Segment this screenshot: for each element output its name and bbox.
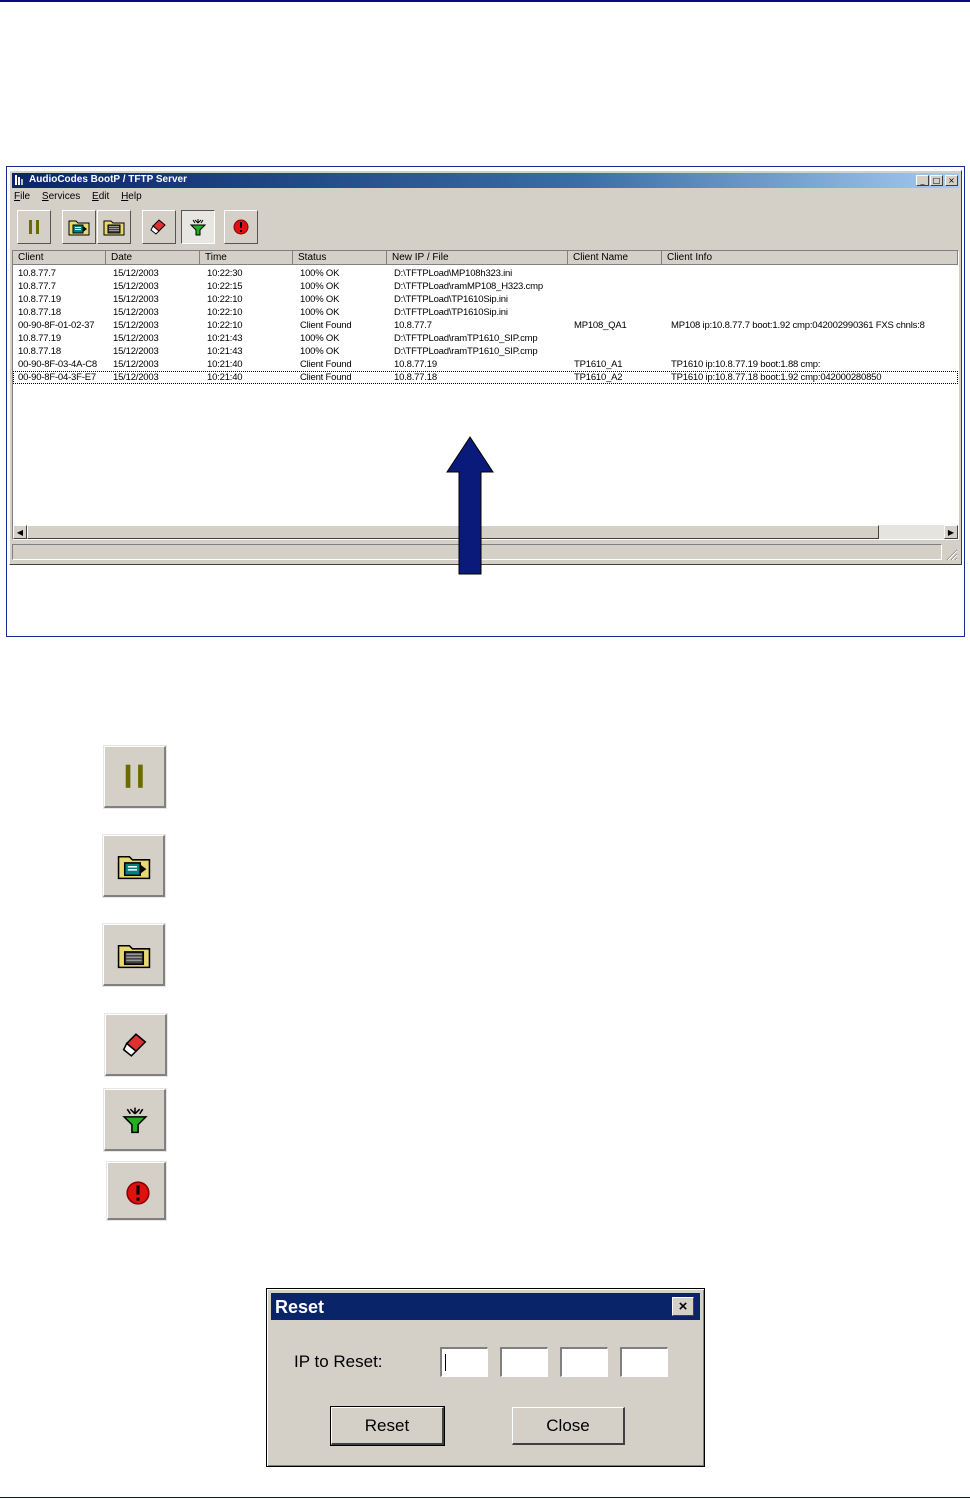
ip-octet-4-input[interactable]	[620, 1347, 668, 1377]
legend-clear-log-button	[105, 1014, 167, 1076]
cell-client-info: TP1610 ip:10.8.77.19 boot:1.88 cmp:	[671, 359, 821, 370]
filter-clients-button[interactable]	[181, 210, 215, 244]
cell-date: 15/12/2003	[113, 372, 159, 383]
scroll-left-button[interactable]: ◀	[13, 525, 27, 539]
cell-new-ip-file: D:\TFTPLoad\TP1610Sip.ini	[394, 294, 508, 305]
cell-status: 100% OK	[300, 268, 340, 279]
ip-octet-1-input[interactable]	[440, 1347, 488, 1377]
app-icon	[14, 174, 26, 186]
edit-clients-icon	[117, 849, 151, 883]
dialog-close-text-button[interactable]: Close	[512, 1407, 625, 1445]
pause-button[interactable]	[17, 210, 51, 244]
cell-client: 10.8.77.18	[18, 346, 61, 357]
cell-client-name: MP108_QA1	[574, 320, 627, 331]
cell-new-ip-file: 10.8.77.19	[394, 359, 437, 370]
pause-icon	[118, 760, 152, 794]
col-new-ip-file[interactable]: New IP / File	[387, 251, 568, 265]
dialog-close-button[interactable]: ×	[672, 1297, 694, 1316]
filter-clients-icon	[187, 216, 209, 238]
reset-icon	[230, 216, 252, 238]
cell-status: Client Found	[300, 320, 352, 331]
table-row[interactable]	[13, 371, 958, 384]
dialog-reset-button[interactable]: Reset	[331, 1407, 444, 1445]
menu-help[interactable]: Help	[121, 191, 142, 202]
cell-status: 100% OK	[300, 333, 340, 344]
cell-new-ip-file: D:\TFTPLoad\ramTP1610_SIP.cmp	[394, 333, 538, 344]
close-window-button[interactable]: ×	[945, 175, 958, 186]
cell-time: 10:21:40	[207, 372, 243, 383]
col-date[interactable]: Date	[106, 251, 200, 265]
cell-new-ip-file: D:\TFTPLoad\ramMP108_H323.cmp	[394, 281, 543, 292]
legend-pause-button	[104, 746, 166, 808]
cell-client: 00-90-8F-04-3F-E7	[18, 372, 96, 383]
cell-new-ip-file: 10.8.77.18	[394, 372, 437, 383]
pause-icon	[23, 216, 45, 238]
col-client[interactable]: Client	[13, 251, 106, 265]
menu-edit[interactable]: Edit	[92, 191, 110, 202]
cell-client: 10.8.77.19	[18, 294, 61, 305]
table-row[interactable]	[13, 319, 958, 332]
col-status[interactable]: Status	[293, 251, 387, 265]
legend-reset-button	[107, 1162, 166, 1220]
cell-date: 15/12/2003	[113, 281, 159, 292]
cell-time: 10:22:10	[207, 307, 243, 318]
scroll-right-button[interactable]: ▶	[944, 525, 958, 539]
ip-octet-2-input[interactable]	[500, 1347, 548, 1377]
cell-new-ip-file: D:\TFTPLoad\TP1610Sip.ini	[394, 307, 508, 318]
cell-time: 10:22:15	[207, 281, 243, 292]
cell-date: 15/12/2003	[113, 359, 159, 370]
clear-log-icon	[119, 1028, 153, 1062]
title-bar[interactable]	[12, 173, 959, 188]
cell-new-ip-file: D:\TFTPLoad\ramTP1610_SIP.cmp	[394, 346, 538, 357]
legend-edit-clients-button	[103, 835, 165, 897]
cell-time: 10:21:43	[207, 346, 243, 357]
cell-client-info: TP1610 ip:10.8.77.18 boot:1.92 cmp:042000280850	[671, 372, 882, 383]
col-client-name[interactable]: Client Name	[568, 251, 662, 265]
reset-button[interactable]	[224, 210, 258, 244]
cell-status: Client Found	[300, 372, 352, 383]
text-caret	[445, 1354, 446, 1371]
cell-client: 00-90-8F-03-4A-C8	[18, 359, 97, 370]
menu-services[interactable]: Services	[41, 191, 81, 202]
cell-client-info: MP108 ip:10.8.77.7 boot:1.92 cmp:042002990361 FXS chnls:8	[671, 320, 925, 331]
col-time[interactable]: Time	[200, 251, 293, 265]
up-arrow-icon	[445, 436, 495, 576]
cell-client: 10.8.77.18	[18, 307, 61, 318]
table-row[interactable]	[13, 306, 958, 319]
minimize-button[interactable]: _	[916, 175, 929, 186]
page-bottom-rule	[0, 1497, 970, 1498]
cell-new-ip-file: 10.8.77.7	[394, 320, 432, 331]
menu-file[interactable]: File	[14, 191, 31, 202]
resize-grip-icon[interactable]	[946, 549, 958, 561]
cell-client: 00-90-8F-01-02-37	[18, 320, 95, 331]
cell-client: 10.8.77.7	[18, 281, 56, 292]
table-row[interactable]	[13, 345, 958, 358]
cell-status: 100% OK	[300, 294, 340, 305]
cell-new-ip-file: D:\TFTPLoad\MP108h323.ini	[394, 268, 513, 279]
cell-status: 100% OK	[300, 307, 340, 318]
cell-date: 15/12/2003	[113, 294, 159, 305]
cell-date: 15/12/2003	[113, 268, 159, 279]
edit-clients-icon	[68, 216, 90, 238]
table-row[interactable]	[13, 267, 958, 280]
clear-log-button[interactable]	[142, 210, 176, 244]
table-row[interactable]	[13, 332, 958, 345]
dialog-title-bar[interactable]	[271, 1293, 700, 1320]
cell-time: 10:22:10	[207, 294, 243, 305]
maximize-button[interactable]: □	[930, 175, 943, 186]
reset-icon	[121, 1176, 155, 1210]
filter-clients-icon	[118, 1103, 152, 1137]
cell-status: Client Found	[300, 359, 352, 370]
edit-templates-icon	[103, 216, 125, 238]
table-row[interactable]	[13, 280, 958, 293]
table-row[interactable]	[13, 358, 958, 371]
cell-time: 10:21:43	[207, 333, 243, 344]
cell-client: 10.8.77.7	[18, 268, 56, 279]
reset-dialog	[266, 1288, 705, 1467]
page-top-rule	[0, 0, 970, 2]
cell-status: 100% OK	[300, 346, 340, 357]
cell-date: 15/12/2003	[113, 346, 159, 357]
cell-client-name: TP1610_A1	[574, 359, 623, 370]
edit-templates-icon	[117, 938, 151, 972]
cell-status: 100% OK	[300, 281, 340, 292]
cell-client: 10.8.77.19	[18, 333, 61, 344]
legend-edit-templates-button	[103, 924, 165, 986]
edit-clients-button[interactable]	[62, 210, 96, 244]
cell-date: 15/12/2003	[113, 307, 159, 318]
cell-date: 15/12/2003	[113, 333, 159, 344]
menu-bar	[14, 191, 151, 205]
ip-octet-3-input[interactable]	[560, 1347, 608, 1377]
cell-date: 15/12/2003	[113, 320, 159, 331]
cell-time: 10:21:40	[207, 359, 243, 370]
clear-log-icon	[148, 216, 170, 238]
dialog-title: Reset	[275, 1297, 325, 1317]
cell-time: 10:22:10	[207, 320, 243, 331]
edit-templates-button[interactable]	[97, 210, 131, 244]
ip-to-reset-label: IP to Reset:	[294, 1352, 383, 1371]
window-title: AudioCodes BootP / TFTP Server	[29, 174, 187, 185]
legend-filter-clients-button	[104, 1089, 166, 1151]
cell-time: 10:22:30	[207, 268, 243, 279]
col-client-info[interactable]: Client Info	[662, 251, 958, 265]
cell-client-name: TP1610_A2	[574, 372, 623, 383]
table-row[interactable]	[13, 293, 958, 306]
